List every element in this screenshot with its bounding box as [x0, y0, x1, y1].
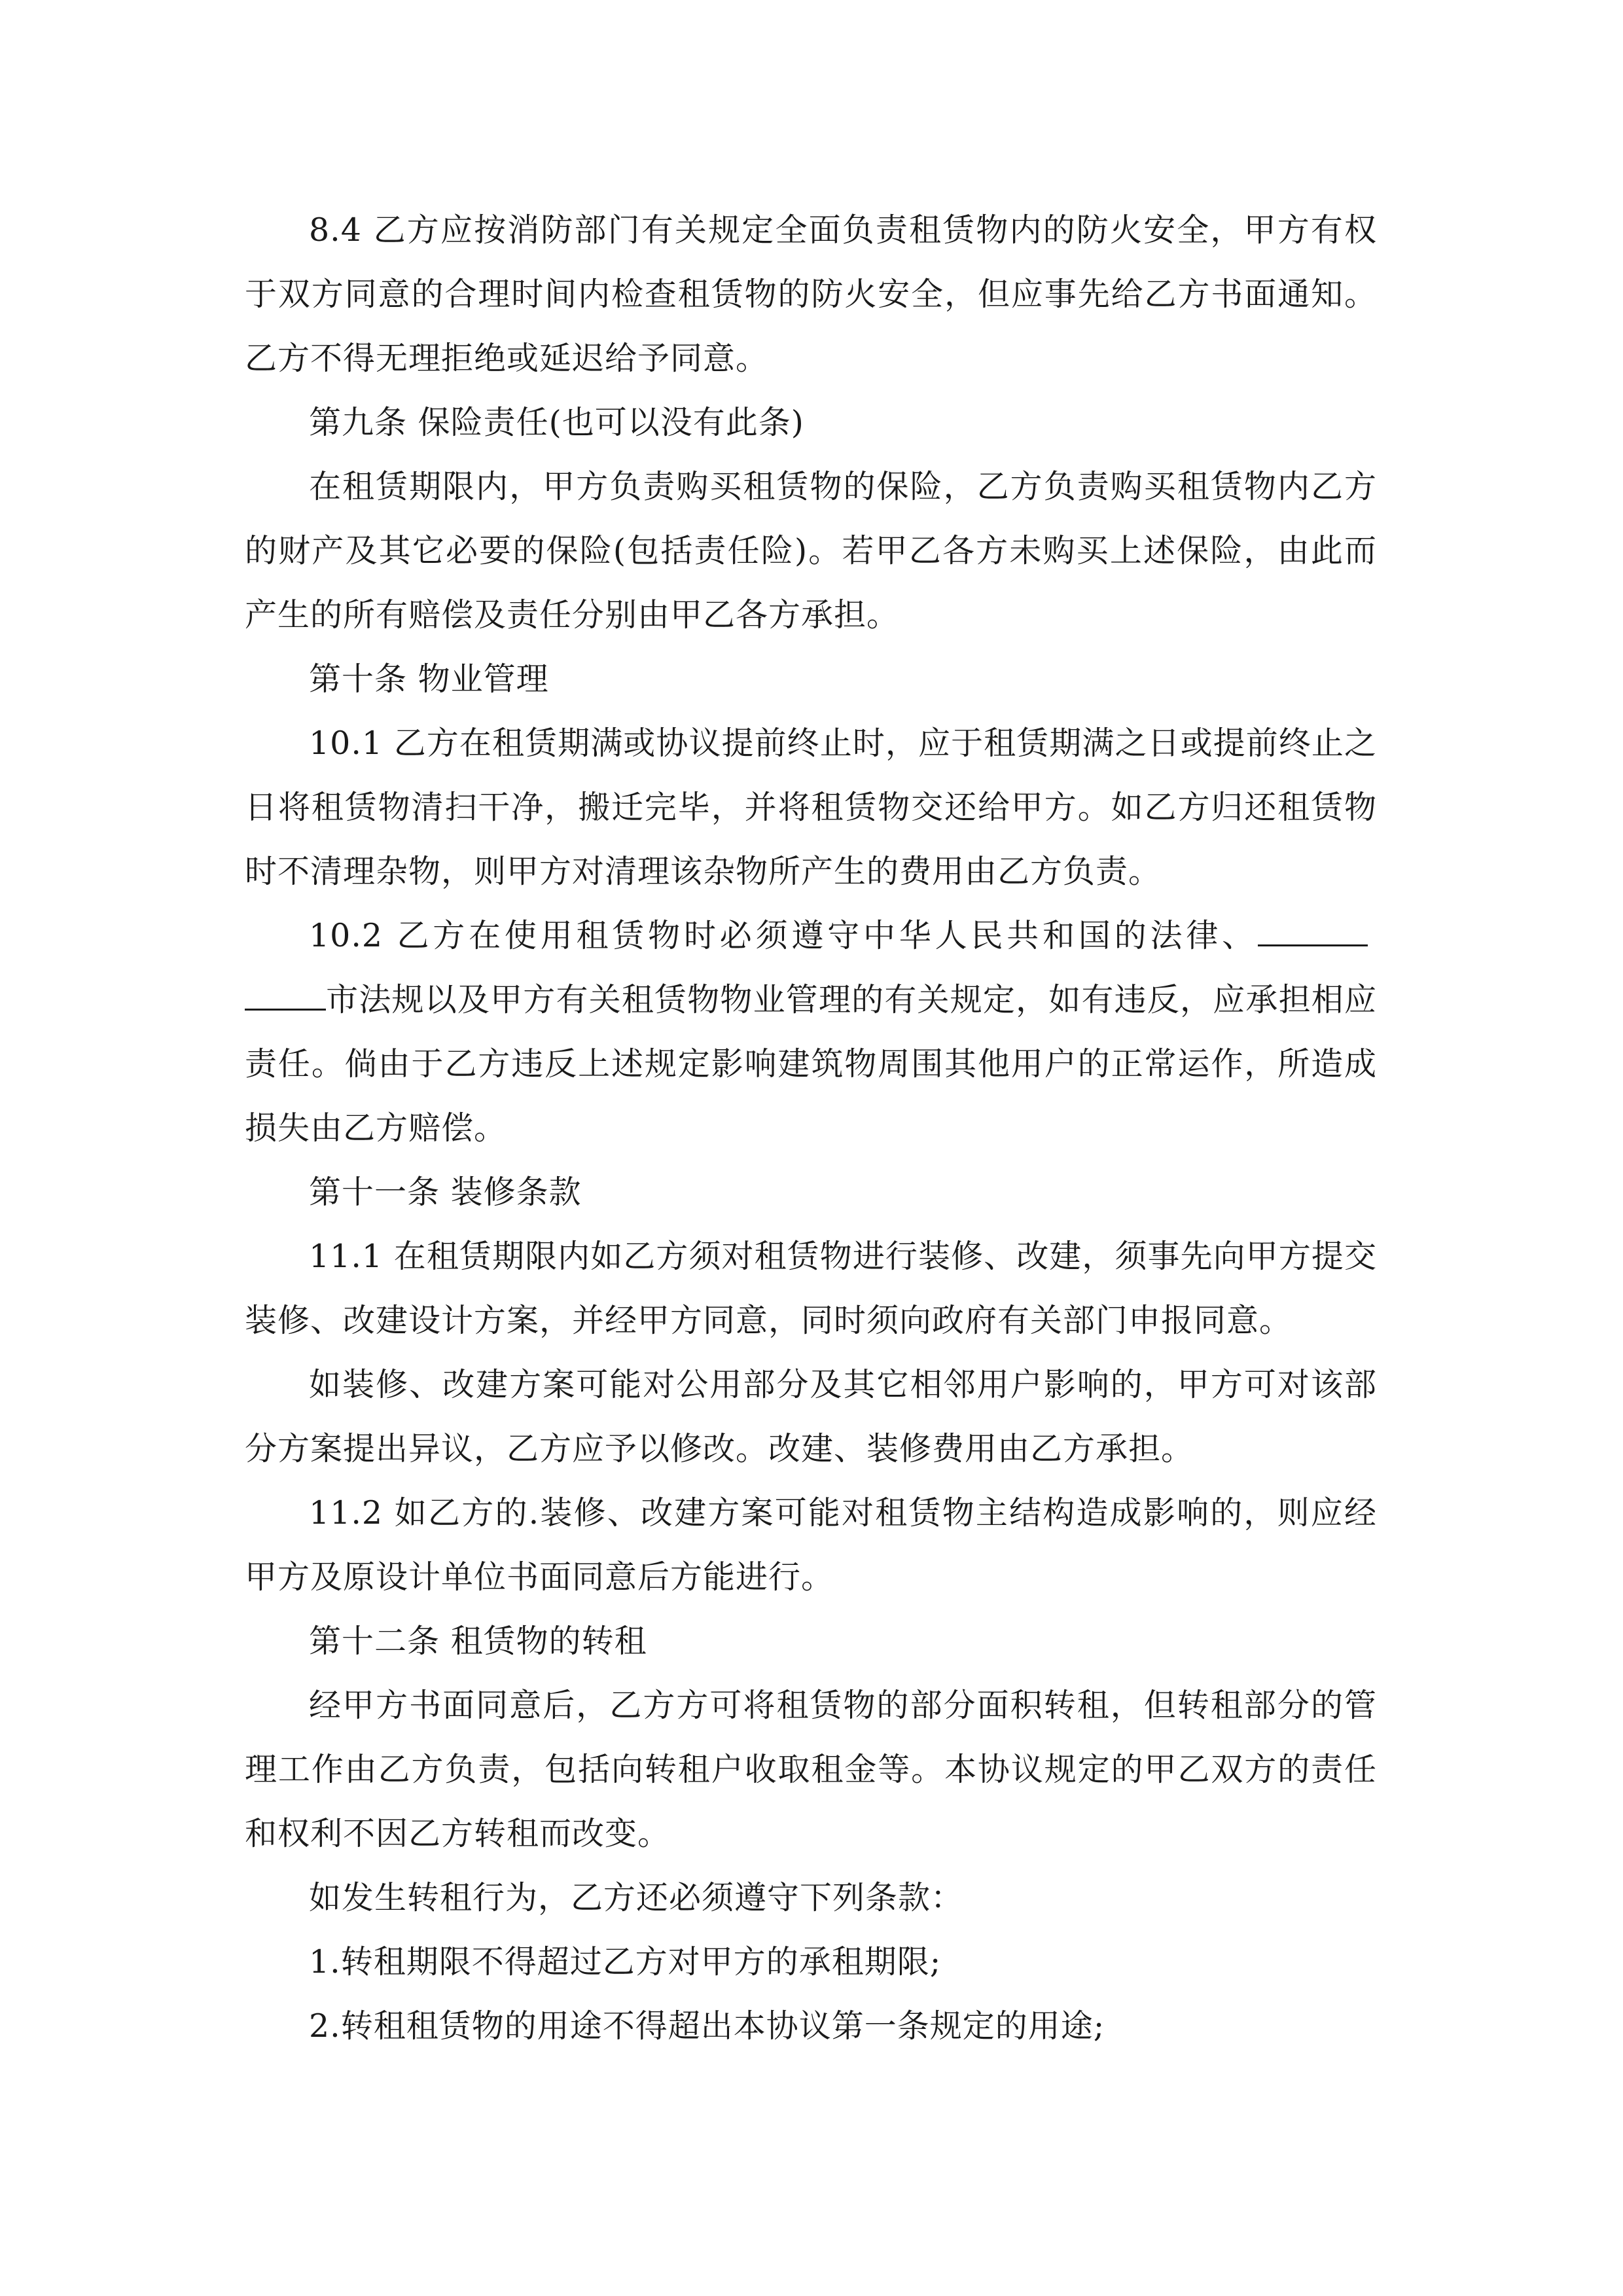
clause-11-2: 11.2 如乙方的.装修、改建方案可能对租赁物主结构造成影响的，则应经甲方及原设计单位书面同意后方能进行。 — [245, 1494, 1377, 1596]
article-9-heading: 第九条 保险责任(也可以没有此条) — [309, 404, 804, 441]
article-9-text: 在租赁期限内，甲方负责购买租赁物的保险，乙方负责购买租赁物内乙方的财产及其它必要的保险(包括责任险)。若甲乙各方未购买上述保险，由此而产生的所有赔偿及责任分别由甲乙各方承担。 — [245, 468, 1377, 634]
clause-10-2-lead: 10.2 乙方在使用租赁物时必须遵守中华人民共和国的法律、 — [309, 917, 1258, 954]
article-12-heading: 第十二条 租赁物的转租 — [309, 1623, 647, 1660]
clause-11-1-continued: 如装修、改建方案可能对公用部分及其它相邻用户影响的，甲方可对该部分方案提出异议，乙方应予以修改。改建、装修费用由乙方承担。 — [245, 1366, 1377, 1467]
list-item: 2.转租租赁物的用途不得超出本协议第一条规定的用途; — [309, 2007, 1105, 2045]
clause-11-1: 11.1 在租赁期限内如乙方须对租赁物进行装修、改建，须事先向甲方提交装修、改建设计方案，并经甲方同意，同时须向政府有关部门申报同意。 — [245, 1238, 1377, 1339]
list-item: 1.转租期限不得超过乙方对甲方的承租期限; — [309, 1943, 942, 1981]
article-11-heading: 第十一条 装修条款 — [309, 1174, 582, 1211]
blank-line — [1258, 914, 1368, 946]
clause-10-1: 10.1 乙方在租赁期满或协议提前终止时，应于租赁期满之日或提前终止之日将租赁物清扫干净，搬迁完毕，并将租赁物交还给甲方。如乙方归还租赁物时不清理杂物，则甲方对清理该杂物所产生的费用由乙方负责。 — [245, 725, 1377, 890]
clause-10-2 — [245, 904, 1377, 1160]
article-12-intro: 如发生转租行为，乙方还必须遵守下列条款： — [309, 1879, 964, 1916]
clause-10-2-rest: 市法规以及甲方有关租赁物物业管理的有关规定，如有违反，应承担相应责任。倘由于乙方违反上述规定影响建筑物周围其他用户的正常运作，所造成损失由乙方赔偿。 — [245, 981, 1377, 1147]
blank-line — [245, 978, 326, 1011]
article-10-heading: 第十条 物业管理 — [309, 660, 549, 698]
document-body — [245, 198, 1377, 2058]
clause-8-4: 8.4 乙方应按消防部门有关规定全面负责租赁物内的防火安全，甲方有权于双方同意的合理时间内检查租赁物的防火安全，但应事先给乙方书面通知。乙方不得无理拒绝或延迟给予同意。 — [245, 211, 1377, 377]
article-12-text: 经甲方书面同意后，乙方方可将租赁物的部分面积转租，但转租部分的管理工作由乙方负责，包括向转租户收取租金等。本协议规定的甲乙双方的责任和权利不因乙方转租而改变。 — [245, 1687, 1377, 1852]
